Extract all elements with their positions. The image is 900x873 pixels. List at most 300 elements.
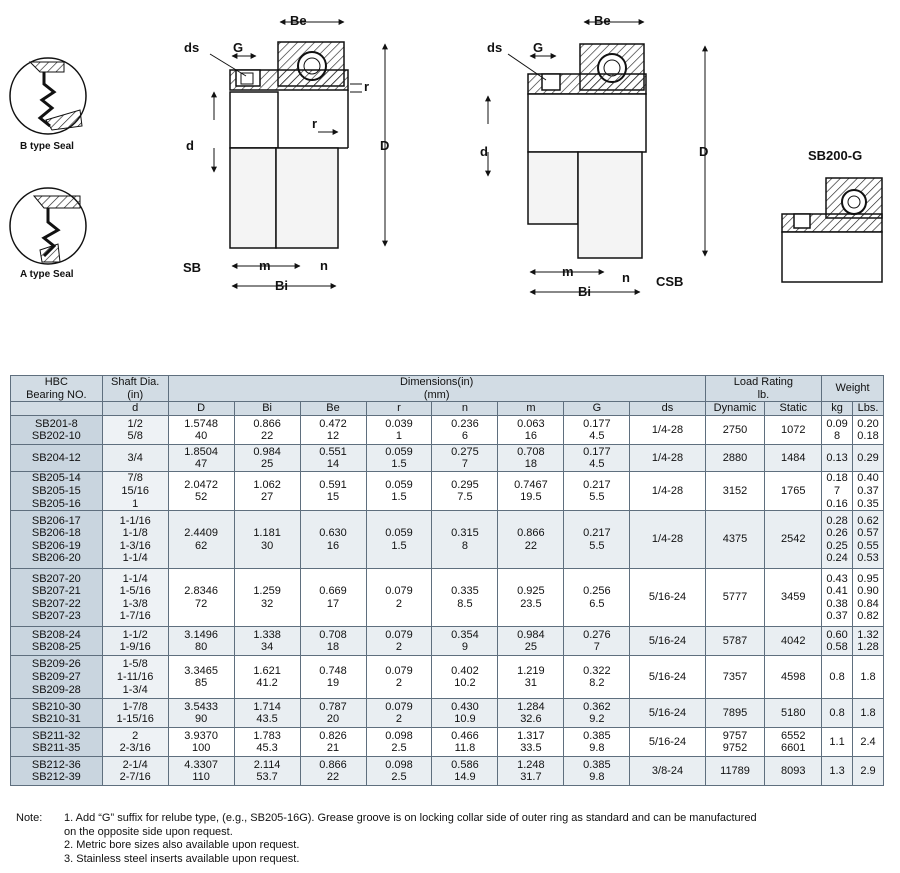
- load-dynamic-value: 2750: [722, 423, 748, 436]
- table-row: [11, 656, 884, 699]
- table-row: [11, 757, 884, 786]
- dim-r-value: 1.5: [391, 539, 407, 552]
- dim-n-cell: [432, 511, 498, 569]
- dim-bi-value: 34: [260, 641, 274, 654]
- sb-bearing-drawing: [210, 22, 385, 286]
- dim-r-value: 2.5: [391, 742, 407, 755]
- dim-n-value: 0.295: [451, 478, 479, 491]
- dim-ds-cell: [630, 472, 705, 511]
- subheader-g: G: [564, 402, 630, 416]
- bearing-no-value: SB206-19: [31, 539, 81, 552]
- shaft-d-value: 2-7/16: [119, 771, 151, 784]
- bearing-no-value: SB205-15: [31, 484, 81, 497]
- shaft-d-value: 2: [132, 729, 139, 742]
- load-dynamic-cell: [705, 511, 765, 569]
- dim-bi-cell: [234, 416, 300, 445]
- bearing-no-cell: [11, 656, 103, 699]
- shaft-d-value: 1: [132, 497, 139, 510]
- dim-D-value: 1.8504: [184, 445, 218, 458]
- bearing-no-value: SB208-24: [31, 628, 81, 641]
- dim-bi-value: 22: [260, 430, 274, 443]
- table-row: [11, 416, 884, 445]
- weight-kg-value: 0.25: [826, 539, 848, 552]
- dim-bi-value: 1.714: [253, 700, 281, 713]
- dim-n-value: 0.402: [451, 664, 479, 677]
- table-body: [11, 416, 884, 786]
- weight-lbs-cell: [853, 627, 884, 656]
- dim-bi-value: 25: [260, 458, 274, 471]
- dim-r-value: 0.079: [385, 700, 413, 713]
- dimensions-header: Dimensions(in) (mm): [168, 376, 705, 402]
- dim-bi-value: 43.5: [256, 713, 278, 726]
- weight-kg-value: 0.09: [826, 417, 848, 430]
- dim-be-cell: [300, 699, 366, 728]
- load-static-cell: [765, 511, 822, 569]
- dim-D-value: 2.8346: [184, 585, 218, 598]
- dim-be-value: 17: [326, 597, 340, 610]
- dim-g-cell: [564, 511, 630, 569]
- load-static-value: 1484: [781, 451, 806, 464]
- shaft-d-value: 7/8: [127, 472, 143, 485]
- notes: [16, 812, 896, 866]
- dim-be-value: 0.826: [319, 729, 347, 742]
- bearing-no-cell: [11, 472, 103, 511]
- weight-kg-cell: [822, 627, 853, 656]
- csb-big-d-label: D: [699, 144, 709, 159]
- dim-be-value: 0.472: [319, 417, 347, 430]
- shaft-d-cell: [102, 757, 168, 786]
- dim-r-value: 0.098: [385, 758, 413, 771]
- bearing-spec-table: [10, 375, 884, 786]
- shaft-d-value: 1/2: [127, 417, 143, 430]
- shaft-d-cell: [102, 699, 168, 728]
- dim-m-value: 32.6: [520, 713, 542, 726]
- weight-kg-cell: [822, 511, 853, 569]
- a-type-seal-detail: [10, 188, 86, 264]
- dim-ds-value: 1/4-28: [651, 533, 684, 546]
- dim-m-cell: [498, 757, 564, 786]
- load-dynamic-cell: [705, 416, 765, 445]
- load-dynamic-value: 9757: [722, 729, 748, 742]
- dim-bi-value: 1.621: [253, 664, 281, 677]
- weight-kg-cell: [822, 472, 853, 511]
- dim-r-value: 1: [395, 430, 403, 443]
- dim-g-value: 8.2: [589, 677, 605, 690]
- dim-be-cell: [300, 656, 366, 699]
- dim-D-value: 4.3307: [184, 758, 218, 771]
- bearing-no-value: SB209-26: [31, 658, 81, 671]
- sb-m-label: m: [259, 258, 271, 273]
- subheader-n: n: [432, 402, 498, 416]
- shaft-d-cell: [102, 627, 168, 656]
- load-dynamic-value: 3152: [722, 484, 748, 497]
- dim-be-value: 20: [326, 713, 340, 726]
- weight-lbs-value: 0.20: [857, 417, 879, 430]
- bearing-no-value: SB209-28: [31, 683, 81, 696]
- shaft-d-value: 1-5/16: [119, 585, 151, 598]
- weight-kg-value: 0.60: [826, 628, 848, 641]
- dim-be-value: 14: [326, 458, 340, 471]
- dim-m-value: 0.7467: [514, 478, 548, 491]
- bearing-no-value: SB210-30: [31, 700, 81, 713]
- dim-n-cell: [432, 757, 498, 786]
- bearing-no-value: SB209-27: [31, 670, 81, 683]
- weight-lbs-value: 0.35: [857, 497, 879, 510]
- weight-kg-value: 0.24: [826, 552, 848, 565]
- dim-n-value: 7.5: [457, 491, 473, 504]
- load-dynamic-value: 5787: [722, 634, 748, 647]
- dim-D-value: 47: [195, 458, 208, 471]
- load-static-value: 1765: [781, 484, 806, 497]
- weight-kg-value: 0.13: [826, 451, 848, 464]
- dim-g-value: 0.177: [583, 445, 611, 458]
- dim-bi-cell: [234, 699, 300, 728]
- dim-ds-cell: [630, 757, 705, 786]
- dim-g-cell: [564, 656, 630, 699]
- sb-be-label: Be: [290, 13, 307, 28]
- shaft-d-value: 1-11/16: [116, 670, 154, 683]
- dim-m-value: 23.5: [520, 597, 542, 610]
- table-subheader-row: [11, 402, 884, 416]
- dim-m-cell: [498, 472, 564, 511]
- dim-g-cell: [564, 472, 630, 511]
- dim-r-value: 0.059: [385, 445, 413, 458]
- csb-m-label: m: [562, 264, 574, 279]
- dim-g-value: 9.8: [589, 771, 605, 784]
- dim-r-value: 2: [395, 597, 403, 610]
- dim-m-value: 1.219: [517, 664, 545, 677]
- load-static-value: 4042: [781, 634, 806, 647]
- shaft-d-value: 15/16: [121, 484, 149, 497]
- load-static-value: 1072: [781, 423, 806, 436]
- dim-be-value: 0.630: [319, 527, 347, 540]
- shaft-d-value: 1-3/8: [122, 597, 148, 610]
- subheader-lbs: Lbs.: [853, 402, 884, 416]
- shaft-d-value: 1-15/16: [116, 713, 154, 726]
- load-static-value: 8093: [781, 764, 806, 777]
- dim-D-value: 85: [195, 677, 208, 690]
- dim-n-cell: [432, 569, 498, 627]
- dim-g-value: 4.5: [589, 458, 605, 471]
- weight-lbs-value: 0.95: [857, 572, 879, 585]
- csb-bi-label: Bi: [578, 284, 591, 299]
- load-rating-header: Load Rating lb.: [705, 376, 821, 402]
- dim-m-value: 0.708: [517, 445, 545, 458]
- dim-g-value: 5.5: [589, 491, 605, 504]
- weight-lbs-value: 0.40: [857, 472, 879, 485]
- shaft-d-value: 1-7/16: [119, 610, 151, 623]
- b-type-seal-label: B type Seal: [20, 141, 74, 152]
- dim-be-value: 0.591: [319, 478, 347, 491]
- dim-D-value: 2.4409: [184, 527, 218, 540]
- subheader-bi: Bi: [234, 402, 300, 416]
- note-1: 1. Add “G” suffix for relube type, (e.g., SB205-16G). Grease groove is on locking collar side of outer ring as standard and can be manufactured: [64, 812, 757, 824]
- dim-n-value: 6: [461, 430, 468, 443]
- table-row: [11, 699, 884, 728]
- bearing-no-cell: [11, 511, 103, 569]
- dim-r-cell: [366, 416, 432, 445]
- dim-n-value: 0.335: [451, 585, 479, 598]
- dim-g-value: 0.177: [583, 417, 611, 430]
- note-2: 2. Metric bore sizes also available upon request.: [64, 839, 300, 851]
- dim-m-cell: [498, 511, 564, 569]
- shaft-d-value: 1-9/16: [119, 641, 151, 654]
- sb-big-d-label: D: [380, 138, 390, 153]
- csb-title-label: CSB: [656, 274, 684, 289]
- dim-D-cell: [168, 728, 234, 757]
- shaft-d-value: 2-1/4: [122, 758, 148, 771]
- shaft-d-cell: [102, 472, 168, 511]
- dim-bi-cell: [234, 728, 300, 757]
- weight-lbs-value: 0.29: [857, 451, 879, 464]
- dim-r-cell: [366, 445, 432, 472]
- dim-n-value: 11.8: [454, 742, 476, 755]
- dim-r-value: 1.5: [391, 458, 407, 471]
- dim-bi-value: 1.062: [253, 478, 281, 491]
- weight-lbs-cell: [853, 511, 884, 569]
- load-dynamic-value: 2880: [722, 451, 748, 464]
- weight-lbs-cell: [853, 656, 884, 699]
- load-dynamic-cell: [705, 728, 765, 757]
- bearing-no-cell: [11, 699, 103, 728]
- weight-kg-cell: [822, 699, 853, 728]
- dim-m-value: 25: [524, 641, 538, 654]
- dim-n-value: 0.586: [451, 758, 479, 771]
- sb-g-label: G: [233, 40, 244, 55]
- dim-g-value: 0.385: [583, 758, 611, 771]
- dim-be-value: 18: [326, 641, 340, 654]
- shaft-d-value: 1-7/8: [122, 700, 148, 713]
- weight-lbs-value: 0.18: [857, 430, 879, 443]
- weight-lbs-cell: [853, 757, 884, 786]
- load-dynamic-value: 9752: [722, 742, 748, 755]
- weight-lbs-value: 1.8: [860, 706, 876, 719]
- weight-lbs-cell: [853, 569, 884, 627]
- dim-bi-value: 0.866: [253, 417, 281, 430]
- dim-r-value: 0.079: [385, 664, 413, 677]
- sb200g-bearing-drawing: [782, 178, 882, 282]
- sb-ds-label: ds: [184, 40, 200, 55]
- subheader-be: Be: [300, 402, 366, 416]
- dim-bi-value: 53.7: [256, 771, 278, 784]
- dim-g-value: 0.276: [583, 628, 611, 641]
- dim-D-cell: [168, 627, 234, 656]
- dim-r-cell: [366, 656, 432, 699]
- dim-D-value: 3.3465: [184, 664, 218, 677]
- dim-n-value: 10.2: [454, 677, 476, 690]
- dim-n-cell: [432, 445, 498, 472]
- dim-r-cell: [366, 511, 432, 569]
- table-row: [11, 472, 884, 511]
- weight-kg-value: 0.41: [826, 585, 848, 598]
- dim-n-value: 9: [461, 641, 468, 654]
- weight-lbs-cell: [853, 445, 884, 472]
- dim-be-value: 15: [326, 491, 340, 504]
- dim-D-cell: [168, 656, 234, 699]
- shaft-d-value: 1-1/2: [122, 628, 148, 641]
- dim-D-value: 52: [195, 491, 208, 504]
- dim-m-cell: [498, 416, 564, 445]
- dim-D-cell: [168, 699, 234, 728]
- dim-be-cell: [300, 757, 366, 786]
- subheader-D: D: [168, 402, 234, 416]
- dim-g-value: 9.2: [589, 713, 605, 726]
- table-row: [11, 627, 884, 656]
- technical-drawings: [0, 0, 900, 360]
- weight-kg-value: 0.18: [826, 472, 848, 485]
- load-static-value: 2542: [781, 533, 806, 546]
- weight-kg-cell: [822, 728, 853, 757]
- load-dynamic-cell: [705, 445, 765, 472]
- dim-n-value: 0.315: [451, 527, 479, 540]
- dim-D-value: 100: [191, 742, 211, 755]
- dim-g-value: 0.362: [583, 700, 611, 713]
- dim-D-value: 2.0472: [184, 478, 218, 491]
- sb200g-title-label: SB200-G: [808, 148, 863, 163]
- weight-kg-cell: [822, 445, 853, 472]
- dim-D-value: 62: [195, 539, 208, 552]
- dim-r-value: 0.059: [385, 478, 413, 491]
- dim-ds-value: 5/16-24: [648, 735, 687, 748]
- sb-bi-label: Bi: [275, 278, 288, 293]
- subheader-r: r: [366, 402, 432, 416]
- load-dynamic-cell: [705, 627, 765, 656]
- sb-r-bottom-label: r: [312, 116, 318, 131]
- csb-bearing-drawing: [488, 22, 705, 292]
- dim-n-cell: [432, 472, 498, 511]
- dim-n-value: 8.5: [457, 597, 473, 610]
- shaft-d-value: 1-1/16: [119, 514, 151, 527]
- dim-be-value: 0.748: [319, 664, 347, 677]
- bearing-no-cell: [11, 416, 103, 445]
- dim-bi-cell: [234, 511, 300, 569]
- load-static-value: 5180: [781, 706, 806, 719]
- load-dynamic-cell: [705, 656, 765, 699]
- dim-bi-value: 1.181: [253, 527, 281, 540]
- weight-header: Weight: [822, 376, 884, 402]
- weight-kg-value: 0.28: [826, 514, 848, 527]
- bearing-no-cell: [11, 627, 103, 656]
- dim-bi-cell: [234, 656, 300, 699]
- dim-ds-value: 5/16-24: [648, 634, 687, 647]
- shaft-d-value: 1-3/4: [122, 683, 148, 696]
- dim-r-cell: [366, 728, 432, 757]
- dim-D-cell: [168, 416, 234, 445]
- weight-lbs-value: 0.57: [857, 527, 879, 540]
- dim-D-value: 3.9370: [184, 729, 218, 742]
- dim-n-value: 14.9: [454, 771, 476, 784]
- shaft-header: Shaft Dia. (in): [102, 376, 168, 402]
- subheader-d: d: [102, 402, 168, 416]
- dim-ds-value: 1/4-28: [651, 423, 684, 436]
- bearing-no-value: SB210-31: [31, 713, 81, 726]
- dim-n-value: 0.466: [451, 729, 479, 742]
- dim-D-value: 3.1496: [184, 628, 218, 641]
- dim-be-cell: [300, 627, 366, 656]
- dim-bi-value: 27: [260, 491, 274, 504]
- dim-g-value: 0.217: [583, 478, 611, 491]
- load-static-cell: [765, 472, 822, 511]
- weight-kg-value: 0.38: [826, 597, 848, 610]
- dim-g-cell: [564, 445, 630, 472]
- dim-ds-cell: [630, 627, 705, 656]
- weight-lbs-cell: [853, 728, 884, 757]
- weight-kg-cell: [822, 569, 853, 627]
- load-static-cell: [765, 699, 822, 728]
- bearing-no-value: SB206-20: [31, 552, 81, 565]
- bearing-no-value: SB207-22: [31, 597, 81, 610]
- weight-lbs-value: 1.32: [857, 628, 879, 641]
- bearing-no-value: SB202-10: [31, 430, 81, 443]
- dim-m-cell: [498, 569, 564, 627]
- weight-lbs-value: 0.62: [857, 514, 879, 527]
- weight-kg-value: 1.1: [829, 735, 845, 748]
- dim-r-value: 2.5: [391, 771, 407, 784]
- bearing-no-value: SB212-39: [31, 771, 81, 784]
- dim-r-cell: [366, 627, 432, 656]
- weight-kg-cell: [822, 656, 853, 699]
- dim-be-value: 19: [326, 677, 340, 690]
- dim-m-cell: [498, 627, 564, 656]
- dim-g-cell: [564, 569, 630, 627]
- dim-be-value: 0.708: [319, 628, 347, 641]
- dim-bi-cell: [234, 569, 300, 627]
- dim-m-value: 31.7: [520, 771, 542, 784]
- load-static-value: 4598: [781, 670, 806, 683]
- dim-be-value: 16: [326, 539, 340, 552]
- subheader-m: m: [498, 402, 564, 416]
- dim-m-value: 18: [524, 458, 538, 471]
- load-static-cell: [765, 757, 822, 786]
- weight-kg-value: 0.43: [826, 572, 848, 585]
- bearing-no-value: SB208-25: [31, 641, 81, 654]
- dim-g-value: 7: [593, 641, 600, 654]
- bearing-no-value: SB205-14: [31, 472, 81, 485]
- b-type-seal-detail: [10, 58, 86, 134]
- weight-kg-value: 7: [834, 484, 841, 497]
- weight-kg-value: 0.16: [826, 497, 848, 510]
- dim-n-value: 7: [461, 458, 468, 471]
- dim-m-cell: [498, 728, 564, 757]
- load-static-cell: [765, 569, 822, 627]
- table-row: [11, 569, 884, 627]
- subheader-ds: ds: [630, 402, 705, 416]
- dim-D-cell: [168, 472, 234, 511]
- dim-bi-cell: [234, 627, 300, 656]
- load-static-cell: [765, 656, 822, 699]
- dim-r-value: 2: [395, 713, 403, 726]
- bearing-no-value: SB206-18: [31, 527, 81, 540]
- dim-be-cell: [300, 472, 366, 511]
- load-dynamic-cell: [705, 569, 765, 627]
- dim-g-value: 0.256: [583, 585, 611, 598]
- dim-bi-value: 30: [260, 539, 274, 552]
- csb-g-label: G: [533, 40, 544, 55]
- dim-be-value: 21: [326, 742, 340, 755]
- load-static-cell: [765, 445, 822, 472]
- dim-g-value: 4.5: [589, 430, 605, 443]
- dim-g-value: 9.8: [589, 742, 605, 755]
- model-subheader: [11, 402, 103, 416]
- bearing-no-value: SB211-35: [32, 742, 81, 755]
- dim-ds-cell: [630, 656, 705, 699]
- dim-m-value: 19.5: [520, 491, 542, 504]
- weight-kg-value: 0.58: [826, 641, 848, 654]
- shaft-d-cell: [102, 445, 168, 472]
- dim-D-value: 1.5748: [184, 417, 218, 430]
- dim-n-cell: [432, 656, 498, 699]
- note-1-continued: on the opposite side upon request.: [64, 825, 233, 838]
